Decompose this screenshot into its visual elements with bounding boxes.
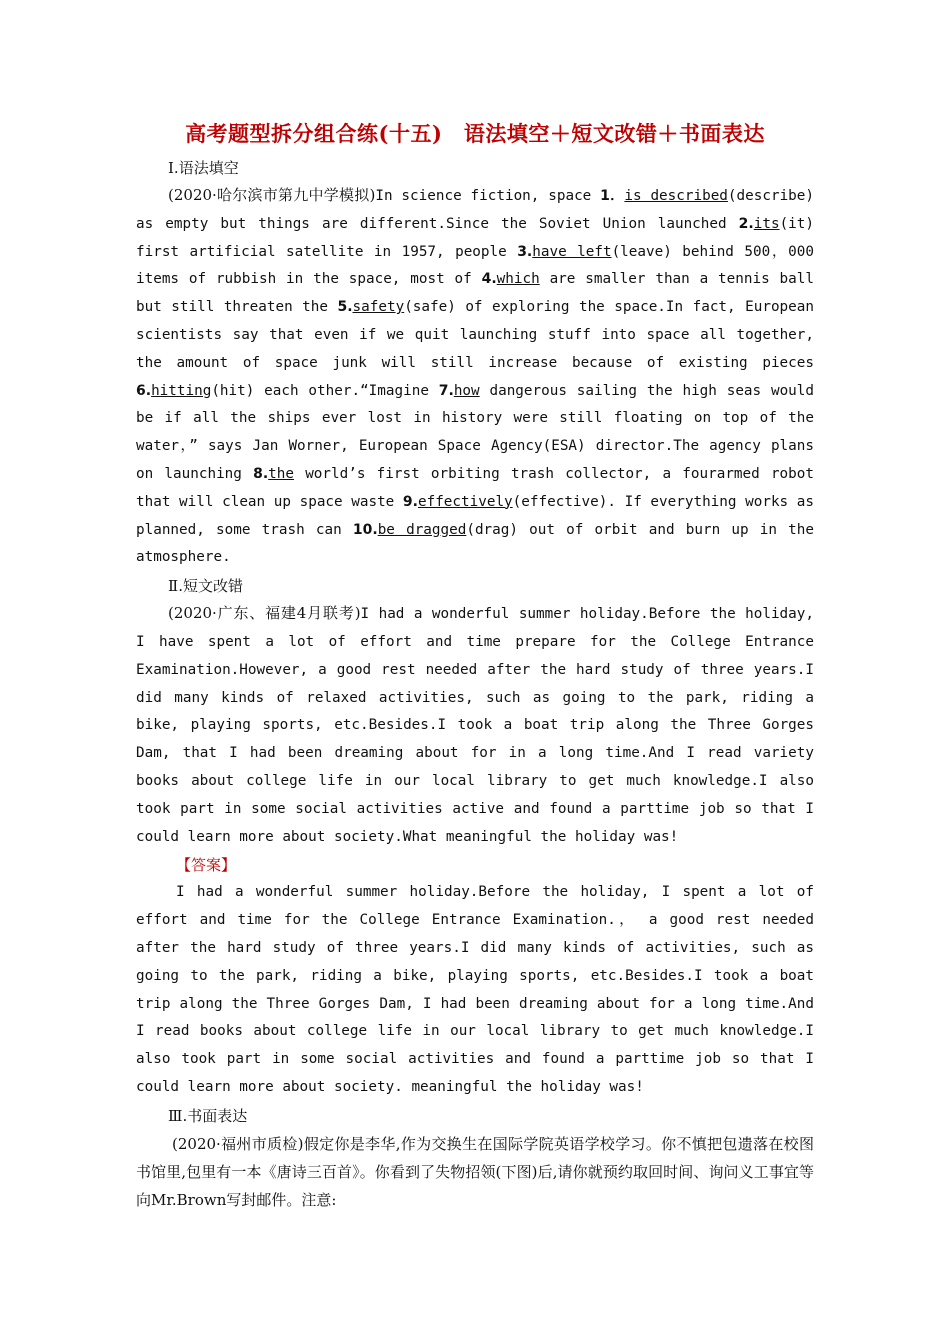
answer-9: effectively: [417, 493, 513, 510]
section1-heading: Ⅰ.语法填空: [168, 159, 239, 177]
answer-5: safety: [352, 299, 405, 316]
answer-4: which: [496, 271, 540, 288]
answer-3: have left: [532, 243, 612, 260]
page-title: 高考题型拆分组合练(十五) 语法填空＋短文改错＋书面表达: [185, 121, 765, 146]
section2-heading: Ⅱ.短文改错: [168, 577, 243, 596]
answer-7: how: [453, 382, 480, 399]
error-correction-passage: (2020·广东、福建4月联考)I had a wonderful summer holiday.Before the holiday, I have spent a lot of effort and time prepare for the College Entrance Examination.However, a good rest needed after the hard study of three years.I did many kinds of relaxed activities, such as going to the park, riding a bike, playing sports, etc.Besides.I took a boat trip along the Three Gorges Dam, that I had been dreaming about for in a long time.And I read variety books about college life in our local library to get much knowledge.I also took part in some social activities active and found a parttime job so that I could learn more about society.What meaningful the holiday was!: [136, 604, 814, 845]
answer-passage: I had a wonderful summer holiday.Before the holiday, I spent a lot of effort and time for the College Entrance Examination.， a good rest needed after the hard study of three years.I did many kinds of activities, such as going to the park, riding a bike, playing sports, etc.Besides.I took a boat trip along the Three Gorges Dam, I had been dreaming about for a long time.And I read books about college life in our local library to get much knowledge.I also took part in some social activities and found a parttime job so that I could learn more about society. meaningful the holiday was!: [136, 884, 814, 1095]
answer-2: its: [753, 215, 780, 232]
section3-heading: Ⅲ.书面表达: [168, 1106, 248, 1125]
source-note: (2020·哈尔滨市第九中学模拟): [168, 186, 376, 204]
document-page: [136, 118, 814, 1214]
grammar-fill-passage: (2020·哈尔滨市第九中学模拟)In science fiction, space 1．is described(describe) as empty but things are different.Since the Soviet Union launched 2.its(it) first artificial satellite in 1957, people 3.have left(leave) behind 500，000 items of rubbish in the space, most of 4.which are smaller than a tennis ball but still threaten the 5.safety(safe) of exploring the space.In fact, European scientists say that even if we quit launching stuff into space all together, the amount of space junk will still increase because of existing pieces 6.hitting(hit) each other.“Imagine 7.how dangerous sailing the high seas would be if all the ships ever lost in history were still floating on top of the water，” says Jan Worner, European Space Agency(ESA) director.The agency plans on launching 8.the world’s first orbiting trash collector, a fourarmed robot that will clean up space waste 9.effectively(effective). If everything works as planned, some trash can 10.be dragged(drag) out of orbit and burn up in the atmosphere.: [136, 186, 814, 566]
answer-tag: 【答案】: [176, 856, 237, 875]
answer-6: hitting: [151, 382, 212, 399]
writing-prompt: (2020·福州市质检)假定你是李华,作为交换生在国际学院英语学校学习。你不慎把包遗落在校图书馆里,包里有一本《唐诗三百首》。你看到了失物招领(下图)后,请你就预约取回时间、询问义工事宜等向Mr.Brown写封邮件。注意:: [136, 1134, 814, 1209]
answer-1: is described: [624, 188, 728, 204]
source-note: (2020·广东、福建4月联考): [168, 604, 361, 623]
answer-8: the: [268, 465, 294, 482]
answer-10: be dragged: [377, 521, 467, 538]
